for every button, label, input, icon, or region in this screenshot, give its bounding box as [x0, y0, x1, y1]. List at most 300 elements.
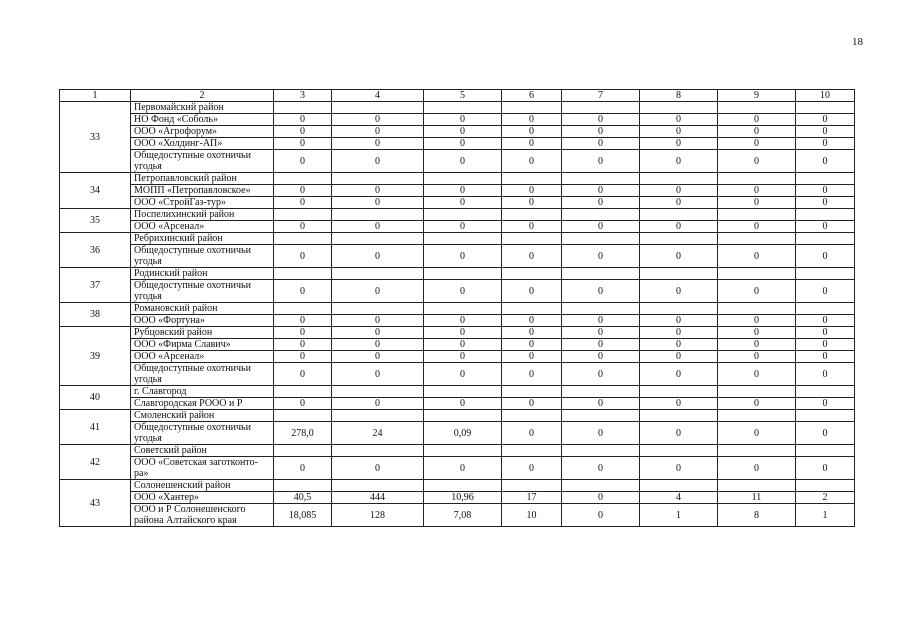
- value-cell: [562, 173, 640, 185]
- value-cell: [332, 480, 424, 492]
- value-cell: 0: [640, 150, 718, 173]
- district-name: Смоленский район: [131, 410, 274, 422]
- value-cell: 0: [796, 422, 855, 445]
- value-cell: [502, 102, 562, 114]
- value-cell: 0: [640, 457, 718, 480]
- value-cell: 0: [718, 150, 796, 173]
- value-cell: [640, 209, 718, 221]
- value-cell: 0: [332, 150, 424, 173]
- value-cell: 0: [562, 185, 640, 197]
- value-cell: 0: [562, 150, 640, 173]
- value-cell: 0: [562, 351, 640, 363]
- row-number: 37: [60, 268, 131, 303]
- value-cell: [562, 445, 640, 457]
- value-cell: 1: [640, 504, 718, 527]
- value-cell: 0: [332, 351, 424, 363]
- value-cell: [796, 268, 855, 280]
- value-cell: [718, 173, 796, 185]
- value-cell: [502, 386, 562, 398]
- value-cell: 0: [424, 363, 502, 386]
- value-cell: [274, 410, 332, 422]
- value-cell: 0: [332, 185, 424, 197]
- value-cell: [274, 102, 332, 114]
- value-cell: 0: [274, 114, 332, 126]
- district-name: Петропавловский район: [131, 173, 274, 185]
- value-cell: [502, 173, 562, 185]
- district-row: [60, 386, 855, 398]
- value-cell: 0: [796, 138, 855, 150]
- value-cell: 0: [562, 492, 640, 504]
- value-cell: [796, 386, 855, 398]
- value-cell: [640, 410, 718, 422]
- value-cell: 0: [796, 351, 855, 363]
- value-cell: [424, 268, 502, 280]
- district-name: Родинский район: [131, 268, 274, 280]
- organization-name: ООО «Арсенал»: [131, 351, 274, 363]
- value-cell: [332, 233, 424, 245]
- value-cell: 0: [718, 245, 796, 268]
- value-cell: [424, 173, 502, 185]
- district-name: г. Славгород: [131, 386, 274, 398]
- value-cell: [640, 303, 718, 315]
- value-cell: [718, 233, 796, 245]
- value-cell: [332, 303, 424, 315]
- value-cell: 444: [332, 492, 424, 504]
- value-cell: 0: [502, 126, 562, 138]
- value-cell: 0: [332, 327, 424, 339]
- value-cell: [332, 410, 424, 422]
- district-name: Первомайский район: [131, 102, 274, 114]
- value-cell: 0: [562, 221, 640, 233]
- organization-row: [60, 150, 855, 173]
- value-cell: 0: [562, 197, 640, 209]
- value-cell: [640, 445, 718, 457]
- value-cell: 0: [562, 138, 640, 150]
- organization-row: [60, 245, 855, 268]
- value-cell: 0: [562, 398, 640, 410]
- value-cell: [796, 445, 855, 457]
- value-cell: 0: [640, 280, 718, 303]
- value-cell: 0: [796, 185, 855, 197]
- value-cell: [796, 102, 855, 114]
- district-row: [60, 445, 855, 457]
- value-cell: [274, 173, 332, 185]
- value-cell: 0: [640, 363, 718, 386]
- value-cell: 0: [332, 457, 424, 480]
- value-cell: 0: [718, 221, 796, 233]
- value-cell: 0: [274, 150, 332, 173]
- value-cell: 0: [562, 457, 640, 480]
- value-cell: 0: [502, 185, 562, 197]
- organization-row: [60, 504, 855, 527]
- value-cell: [562, 209, 640, 221]
- value-cell: 0: [332, 339, 424, 351]
- value-cell: [562, 303, 640, 315]
- value-cell: 278,0: [274, 422, 332, 445]
- column-header-cell: 1: [60, 90, 131, 102]
- value-cell: 0: [274, 315, 332, 327]
- organization-name: Общедоступные охотничьи угодья: [131, 363, 274, 386]
- column-header-cell: 5: [424, 90, 502, 102]
- value-cell: 0: [796, 327, 855, 339]
- organization-row: [60, 197, 855, 209]
- district-name: Ребрихинский район: [131, 233, 274, 245]
- value-cell: 0: [424, 315, 502, 327]
- value-cell: 0: [796, 221, 855, 233]
- value-cell: 0: [424, 197, 502, 209]
- value-cell: [562, 233, 640, 245]
- column-header-cell: 6: [502, 90, 562, 102]
- value-cell: 0: [332, 114, 424, 126]
- value-cell: 0: [562, 126, 640, 138]
- value-cell: 0: [424, 126, 502, 138]
- value-cell: 0: [562, 363, 640, 386]
- value-cell: 0: [718, 363, 796, 386]
- value-cell: 0: [640, 245, 718, 268]
- row-number: 39: [60, 327, 131, 386]
- value-cell: 0: [332, 315, 424, 327]
- organization-row: [60, 398, 855, 410]
- value-cell: 0: [274, 351, 332, 363]
- value-cell: 0: [718, 351, 796, 363]
- value-cell: 0: [796, 245, 855, 268]
- value-cell: 0: [502, 398, 562, 410]
- organization-row: [60, 126, 855, 138]
- value-cell: 0: [640, 126, 718, 138]
- value-cell: [640, 480, 718, 492]
- value-cell: [274, 445, 332, 457]
- value-cell: 0: [718, 457, 796, 480]
- value-cell: [502, 233, 562, 245]
- value-cell: 0: [796, 363, 855, 386]
- value-cell: 0: [796, 339, 855, 351]
- value-cell: 0: [796, 315, 855, 327]
- value-cell: [274, 268, 332, 280]
- value-cell: [502, 209, 562, 221]
- value-cell: [718, 209, 796, 221]
- value-cell: 0: [424, 150, 502, 173]
- value-cell: 18,085: [274, 504, 332, 527]
- value-cell: [424, 209, 502, 221]
- value-cell: 128: [332, 504, 424, 527]
- value-cell: 0: [274, 457, 332, 480]
- value-cell: 0: [502, 339, 562, 351]
- page-number: 18: [852, 36, 863, 48]
- value-cell: 0: [640, 185, 718, 197]
- value-cell: [718, 102, 796, 114]
- value-cell: [424, 233, 502, 245]
- value-cell: 0,09: [424, 422, 502, 445]
- value-cell: [274, 303, 332, 315]
- value-cell: 0: [796, 114, 855, 126]
- value-cell: 0: [640, 114, 718, 126]
- value-cell: 0: [796, 398, 855, 410]
- value-cell: 0: [274, 363, 332, 386]
- row-number: 35: [60, 209, 131, 233]
- value-cell: 0: [718, 339, 796, 351]
- organization-name: ООО «Советская заготконто-ра»: [131, 457, 274, 480]
- district-name: Поспелихинский район: [131, 209, 274, 221]
- value-cell: 0: [640, 221, 718, 233]
- row-number: 43: [60, 480, 131, 527]
- row-number: 34: [60, 173, 131, 209]
- value-cell: [718, 445, 796, 457]
- organization-name: Общедоступные охотничьи угодья: [131, 422, 274, 445]
- value-cell: [562, 102, 640, 114]
- value-cell: 7,08: [424, 504, 502, 527]
- value-cell: [562, 480, 640, 492]
- row-number: 41: [60, 410, 131, 445]
- value-cell: 0: [640, 351, 718, 363]
- organization-row: [60, 422, 855, 445]
- hunting-data-table: [59, 89, 855, 527]
- value-cell: [332, 445, 424, 457]
- value-cell: 0: [274, 221, 332, 233]
- value-cell: [424, 480, 502, 492]
- district-name: Романовский район: [131, 303, 274, 315]
- organization-name: ООО «Фирма Славич»: [131, 339, 274, 351]
- value-cell: [718, 268, 796, 280]
- value-cell: 0: [562, 504, 640, 527]
- district-row: [60, 480, 855, 492]
- organization-row: [60, 185, 855, 197]
- value-cell: 0: [796, 126, 855, 138]
- organization-name: ООО «СтройГаз-тур»: [131, 197, 274, 209]
- organization-row: [60, 280, 855, 303]
- value-cell: 10: [502, 504, 562, 527]
- value-cell: 0: [424, 114, 502, 126]
- value-cell: [796, 173, 855, 185]
- column-header-cell: 3: [274, 90, 332, 102]
- value-cell: [640, 386, 718, 398]
- value-cell: 0: [332, 221, 424, 233]
- value-cell: 0: [274, 138, 332, 150]
- value-cell: 0: [502, 221, 562, 233]
- value-cell: 0: [424, 138, 502, 150]
- value-cell: 0: [562, 245, 640, 268]
- value-cell: [796, 410, 855, 422]
- organization-row: [60, 315, 855, 327]
- value-cell: 0: [332, 138, 424, 150]
- value-cell: 0: [424, 339, 502, 351]
- district-row: [60, 102, 855, 114]
- value-cell: 0: [502, 457, 562, 480]
- row-number: 36: [60, 233, 131, 268]
- value-cell: 0: [424, 245, 502, 268]
- value-cell: 0: [796, 457, 855, 480]
- value-cell: 0: [718, 327, 796, 339]
- district-row: [60, 327, 855, 339]
- value-cell: [796, 209, 855, 221]
- value-cell: 0: [718, 422, 796, 445]
- value-cell: 0: [718, 197, 796, 209]
- value-cell: 0: [502, 150, 562, 173]
- value-cell: 0: [502, 114, 562, 126]
- value-cell: 0: [640, 339, 718, 351]
- value-cell: 0: [424, 280, 502, 303]
- value-cell: [718, 386, 796, 398]
- value-cell: [502, 480, 562, 492]
- organization-name: ООО «Фортуна»: [131, 315, 274, 327]
- organization-row: [60, 221, 855, 233]
- value-cell: [640, 233, 718, 245]
- value-cell: 0: [640, 398, 718, 410]
- organization-name: Общедоступные охотничьи угодья: [131, 280, 274, 303]
- value-cell: 0: [796, 280, 855, 303]
- value-cell: 1: [796, 504, 855, 527]
- organization-name: ООО «Холдинг-АП»: [131, 138, 274, 150]
- value-cell: 0: [332, 126, 424, 138]
- value-cell: [274, 233, 332, 245]
- value-cell: [502, 410, 562, 422]
- value-cell: 0: [718, 114, 796, 126]
- value-cell: [796, 480, 855, 492]
- value-cell: 0: [562, 339, 640, 351]
- value-cell: 0: [332, 363, 424, 386]
- value-cell: [796, 233, 855, 245]
- organization-name: Общедоступные охотничьи угодья: [131, 150, 274, 173]
- value-cell: [502, 268, 562, 280]
- value-cell: 0: [640, 197, 718, 209]
- value-cell: [640, 102, 718, 114]
- value-cell: 0: [718, 138, 796, 150]
- value-cell: [424, 386, 502, 398]
- organization-name: Славгородская РООО и Р: [131, 398, 274, 410]
- value-cell: [796, 303, 855, 315]
- column-header-cell: 4: [332, 90, 424, 102]
- organization-row: [60, 457, 855, 480]
- district-row: [60, 268, 855, 280]
- value-cell: [424, 303, 502, 315]
- organization-row: [60, 339, 855, 351]
- value-cell: 0: [718, 398, 796, 410]
- value-cell: 0: [502, 138, 562, 150]
- row-number: 42: [60, 445, 131, 480]
- district-row: [60, 209, 855, 221]
- organization-name: Общедоступные охотничьи угодья: [131, 245, 274, 268]
- column-header-cell: 2: [131, 90, 274, 102]
- organization-row: [60, 138, 855, 150]
- value-cell: 0: [332, 245, 424, 268]
- district-name: Рубцовский район: [131, 327, 274, 339]
- value-cell: [562, 268, 640, 280]
- value-cell: 17: [502, 492, 562, 504]
- value-cell: [332, 386, 424, 398]
- value-cell: 0: [502, 422, 562, 445]
- district-name: Советский район: [131, 445, 274, 457]
- value-cell: 4: [640, 492, 718, 504]
- value-cell: 11: [718, 492, 796, 504]
- value-cell: [718, 480, 796, 492]
- value-cell: 8: [718, 504, 796, 527]
- value-cell: [332, 268, 424, 280]
- row-number: 38: [60, 303, 131, 327]
- value-cell: 0: [502, 245, 562, 268]
- organization-row: [60, 363, 855, 386]
- value-cell: 10,96: [424, 492, 502, 504]
- value-cell: 0: [424, 398, 502, 410]
- value-cell: 0: [562, 315, 640, 327]
- value-cell: 40,5: [274, 492, 332, 504]
- value-cell: 0: [796, 197, 855, 209]
- value-cell: 0: [424, 351, 502, 363]
- value-cell: [502, 445, 562, 457]
- value-cell: [274, 209, 332, 221]
- value-cell: 0: [424, 221, 502, 233]
- value-cell: 0: [274, 126, 332, 138]
- value-cell: 0: [718, 315, 796, 327]
- value-cell: 0: [562, 422, 640, 445]
- value-cell: 0: [274, 398, 332, 410]
- value-cell: 0: [502, 280, 562, 303]
- organization-name: НО Фонд «Соболь»: [131, 114, 274, 126]
- column-header-cell: 8: [640, 90, 718, 102]
- value-cell: 0: [718, 126, 796, 138]
- organization-name: ООО «Хантер»: [131, 492, 274, 504]
- organization-name: ООО и Р Солонешенского района Алтайского края: [131, 504, 274, 527]
- value-cell: 0: [502, 315, 562, 327]
- row-number: 40: [60, 386, 131, 410]
- value-cell: 0: [640, 315, 718, 327]
- column-header-row: [60, 90, 855, 102]
- value-cell: 0: [274, 327, 332, 339]
- organization-name: МОПП «Петропавловское»: [131, 185, 274, 197]
- value-cell: 0: [562, 327, 640, 339]
- value-cell: 0: [332, 280, 424, 303]
- value-cell: 0: [274, 280, 332, 303]
- value-cell: 0: [274, 197, 332, 209]
- value-cell: [332, 173, 424, 185]
- organization-row: [60, 492, 855, 504]
- value-cell: 0: [640, 422, 718, 445]
- value-cell: 0: [424, 185, 502, 197]
- value-cell: 0: [502, 351, 562, 363]
- value-cell: 0: [718, 280, 796, 303]
- value-cell: 0: [424, 457, 502, 480]
- value-cell: [424, 102, 502, 114]
- value-cell: [562, 410, 640, 422]
- district-row: [60, 410, 855, 422]
- column-header-cell: 10: [796, 90, 855, 102]
- district-row: [60, 233, 855, 245]
- district-row: [60, 173, 855, 185]
- column-header-cell: 9: [718, 90, 796, 102]
- value-cell: 0: [274, 245, 332, 268]
- value-cell: 0: [332, 197, 424, 209]
- value-cell: [718, 410, 796, 422]
- value-cell: 0: [424, 327, 502, 339]
- value-cell: 24: [332, 422, 424, 445]
- value-cell: [562, 386, 640, 398]
- value-cell: 0: [502, 363, 562, 386]
- organization-name: ООО «Агрофорум»: [131, 126, 274, 138]
- value-cell: 0: [562, 114, 640, 126]
- value-cell: [718, 303, 796, 315]
- value-cell: 0: [796, 150, 855, 173]
- value-cell: [332, 102, 424, 114]
- value-cell: 0: [274, 339, 332, 351]
- value-cell: [274, 480, 332, 492]
- district-row: [60, 303, 855, 315]
- value-cell: [274, 386, 332, 398]
- value-cell: 0: [332, 398, 424, 410]
- value-cell: [424, 445, 502, 457]
- value-cell: 0: [562, 280, 640, 303]
- value-cell: 0: [640, 138, 718, 150]
- value-cell: 0: [502, 197, 562, 209]
- value-cell: 0: [640, 327, 718, 339]
- value-cell: [502, 303, 562, 315]
